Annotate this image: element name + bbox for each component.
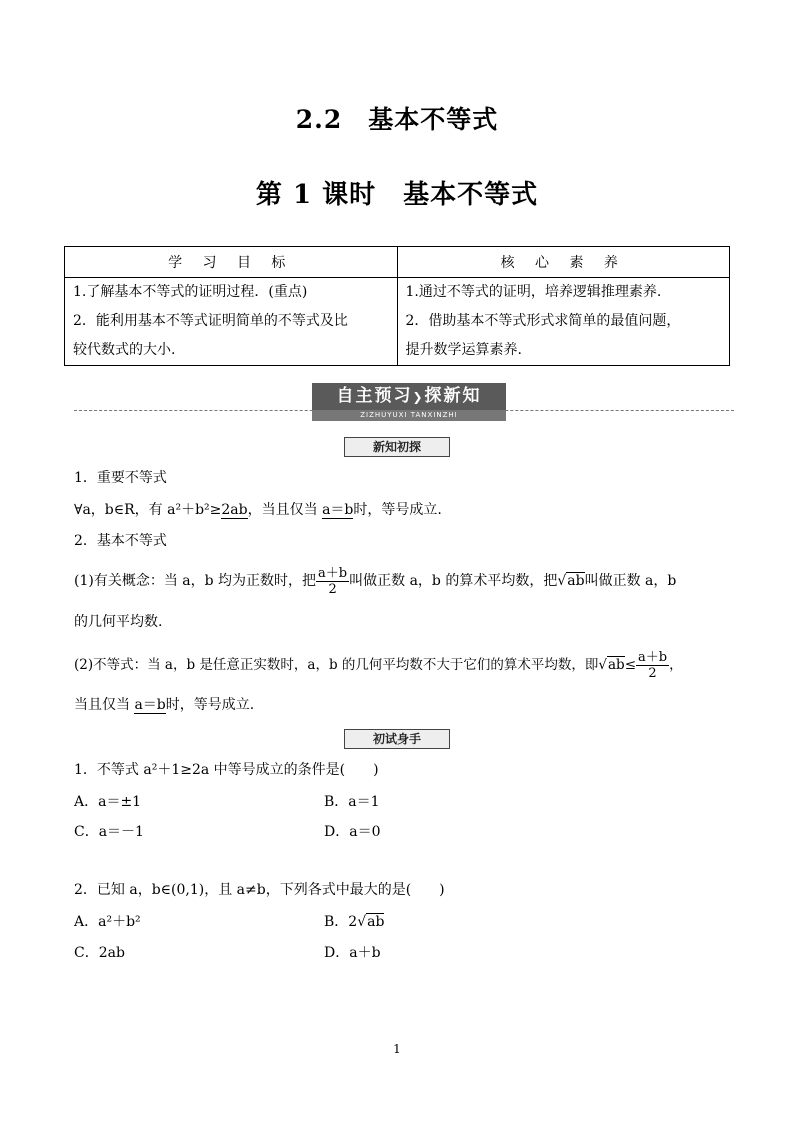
core-literacy-header: 核 心 素 养 (397, 247, 730, 278)
s2-p1-line2: 的几何平均数. (74, 614, 163, 630)
sqrt-icon: √ (557, 573, 567, 589)
literacy-line: 2．借助基本不等式形式求简单的最值问题， (405, 313, 681, 329)
fill-blank: a＝b (134, 697, 166, 713)
q1-option-c: C．a＝－1 (74, 824, 144, 840)
s2-heading: 2．基本不等式 (74, 533, 167, 549)
banner-title: 自主预习❯探新知 (312, 383, 506, 410)
goals-table (64, 246, 730, 366)
q2-stem: 2．已知 a，b∈(0,1)，且 a≠b，下列各式中最大的是( ) (74, 882, 445, 898)
fill-blank: a＝b (322, 502, 354, 518)
fill-blank: 2ab (221, 502, 248, 518)
q2-option-c: C．2ab (74, 945, 125, 961)
section-tag-new-knowledge: 新知初探 (344, 437, 450, 457)
s2-p2: (2)不等式：当 a，b 是任意正实数时，a，b 的几何平均数不大于它们的算术平均数，即√ab≤ $\frac{a+b}{2}$ ， (74, 650, 683, 681)
literacy-line: 提升数学运算素养. (405, 342, 522, 358)
learning-goals-header: 学 习 目 标 (65, 247, 398, 278)
q1-option-a: A．a＝±1 (74, 794, 142, 810)
q2-option-a: A．a²＋b² (74, 914, 141, 930)
s2-p2-line2: 当且仅当 a＝b时，等号成立. (74, 697, 255, 713)
page-number: 1 (393, 1042, 401, 1056)
learning-goals-cell (65, 278, 398, 366)
preview-banner (312, 383, 506, 421)
arith-mean-fraction: $\frac{a+b}{2}$ (638, 650, 668, 681)
q1-option-d: D．a＝0 (324, 824, 381, 840)
page-title: 2.2 基本不等式 (295, 105, 499, 134)
q1-stem: 1．不等式 a²＋1≥2a 中等号成立的条件是( ) (74, 762, 379, 778)
arrow-icon: ❯ (412, 390, 425, 404)
sqrt-icon: √ (357, 914, 367, 930)
core-literacy-cell (397, 278, 730, 366)
sqrt-icon: √ (598, 657, 607, 673)
goal-line: 较代数式的大小. (73, 342, 176, 358)
s1-line: ∀a，b∈R，有 a²＋b²≥2ab，当且仅当 a＝b时，等号成立. (74, 502, 442, 518)
section-tag-first-try: 初试身手 (344, 729, 450, 749)
literacy-line: 1.通过不等式的证明，培养逻辑推理素养. (405, 284, 662, 300)
goal-line: 1.了解基本不等式的证明过程．(重点) (73, 284, 308, 300)
s1-heading: 1．重要不等式 (74, 470, 167, 486)
arith-mean-fraction: $\frac{a+b}{2}$ (318, 565, 348, 597)
goal-line: 2．能利用基本不等式证明简单的不等式及比 (73, 313, 348, 329)
q2-option-d: D．a＋b (324, 945, 381, 961)
q2-option-b: B．2√ab (324, 914, 385, 930)
q1-option-b: B．a＝1 (324, 794, 380, 810)
lesson-subtitle: 第 1 课时 基本不等式 (255, 180, 539, 210)
s2-p1: (1)有关概念：当 a，b 均为正数时，把 $\frac{a+b}{2}$ 叫做正数 a，b 的算术平均数，把√ab叫做正数 a，b (74, 565, 677, 597)
banner-pinyin: ZIZHUYUXI TANXINZHI (312, 410, 506, 421)
